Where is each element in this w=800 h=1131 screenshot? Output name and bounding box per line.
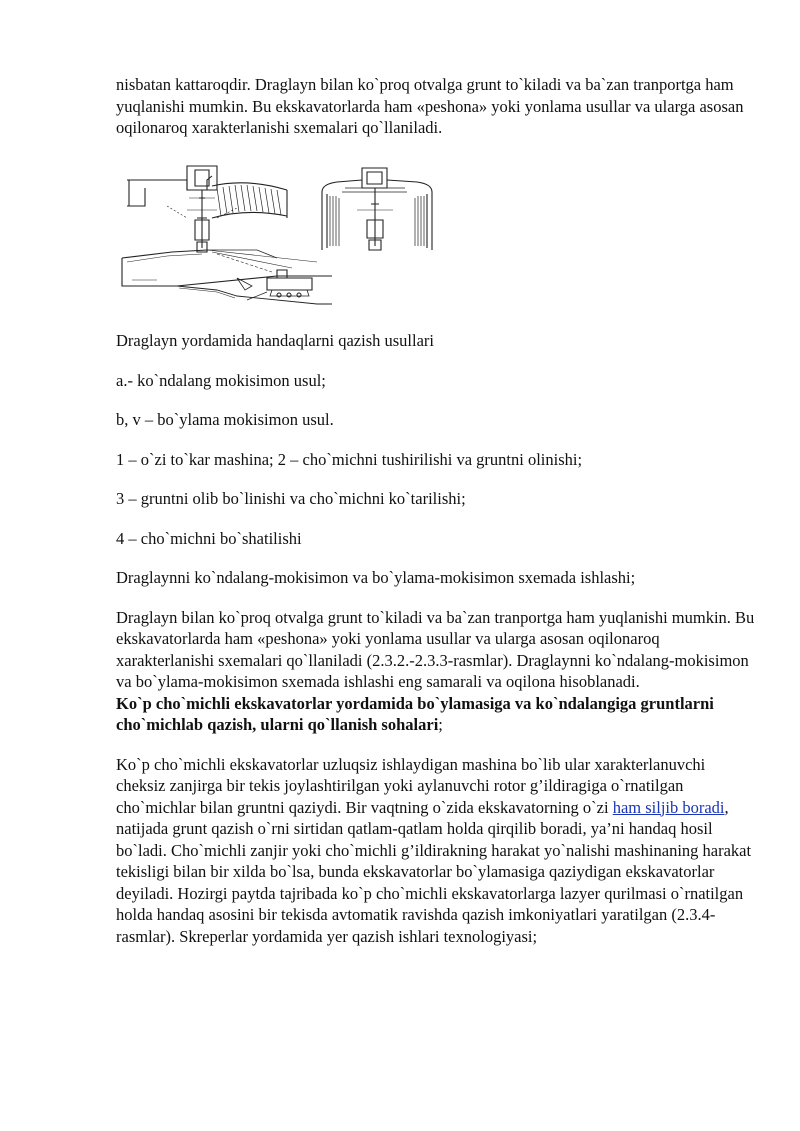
text-body xyxy=(116,330,756,947)
legend-item-3: 3 – gruntni olib bo`linishi va cho`michni ko`tarilishi; xyxy=(116,489,466,508)
legend-item-4: 4 – cho`michni bo`shatilishi xyxy=(116,528,302,548)
scheme-a xyxy=(127,166,287,252)
legend-item-b: b, v – bo`ylama mokisimon usul. xyxy=(116,410,334,429)
document-page xyxy=(116,74,756,139)
legend-item-a: a.- ko`ndalang mokisimon usul; xyxy=(116,370,326,390)
paragraph-excavators-part2: , natijada grunt qazish o`rni sirtidan qatlam-qatlam holda qirqilib boradi, ya’ni handaq hosil bo`ladi. Cho`michli zanjir yoki cho`michli g’ildirakning harakat yo`nalishi mashinaning harakat tekisligi bilan bir xilda bo`lsa, bunda ekskavatorlar bo`ylamasiga qaziydigan ekskavatorlar deyiladi. Hozirgi paytda tajribada ko`p cho`michli ekskavatorlarga lazyer qurilmasi o`rnatilgan holda handaq asosini bir tekisda avtomatik ravishda qazish imkoniyatlari yaratilgan (2.3.4-rasmlar). Skreperlar yordamida yer qazish ishlari texnologiyasi; xyxy=(116,797,752,946)
figure-caption: Draglayn yordamida handaqlarni qazish usullari xyxy=(116,331,434,350)
paragraph-intro: nisbatan kattaroqdir. Draglayn bilan ko`proq otvalga grunt to`kiladi va ba`zan tranportga ham yuqlanishi mumkin. Bu ekskavatorlarda ham «peshona» yoki yonlama usullar va ularga asosan oqilonaroq xarakterlanishi sxemalari qo`llaniladi. xyxy=(116,75,744,137)
paragraph-excavators-part1: Ko`p cho`michli ekskavatorlar uzluqsiz ishlaydigan mashina bo`lib ular xarakterlanuvchi cheksiz zanjirga bir tekis joylashtirilgan yoki aylanuvchi rotor g’ildiragiga o`rnatilgan cho`michlar bilan gruntni qaziydi. Bir vaqtning o`zida ekskavatorning o`zi xyxy=(116,754,706,817)
section-heading-text: Ko`p cho`michli ekskavatorlar yordamida bo`ylamasiga va ko`ndalangiga gruntlarni cho`michlab qazish, ularni qo`llanish sohalari xyxy=(116,693,714,734)
dragline-schemes-figure xyxy=(117,158,442,308)
inline-link[interactable]: ham siljib boradi xyxy=(612,797,725,817)
scheme-b xyxy=(322,168,432,250)
section-heading xyxy=(116,693,756,736)
paragraph-excavators xyxy=(116,754,756,948)
paragraph-draglayn: Draglayn bilan ko`proq otvalga grunt to`kiladi va ba`zan tranportga ham yuqlanishi mumkin. Bu ekskavatorlarda ham «peshona» yoki yonlama usullar va ularga asosan oqilonaroq xarakterlanishi sxemalari qo`llaniladi (2.3.2.-2.3.3-rasmlar). Draglaynni ko`ndalang-mokisimon va bo`ylama-mokisimon sxemada ishlashi eng samarali va oqilona hisoblanadi. xyxy=(116,607,755,691)
legend-item-1-2: 1 – o`zi to`kar mashina; 2 – cho`michni tushirilishi va gruntni olinishi; xyxy=(116,449,583,469)
section-heading-punct: ; xyxy=(438,715,443,734)
draglayn-line: Draglaynni ko`ndalang-mokisimon va bo`ylama-mokisimon sxemada ishlashi; xyxy=(116,568,636,587)
scheme-v xyxy=(122,250,332,304)
